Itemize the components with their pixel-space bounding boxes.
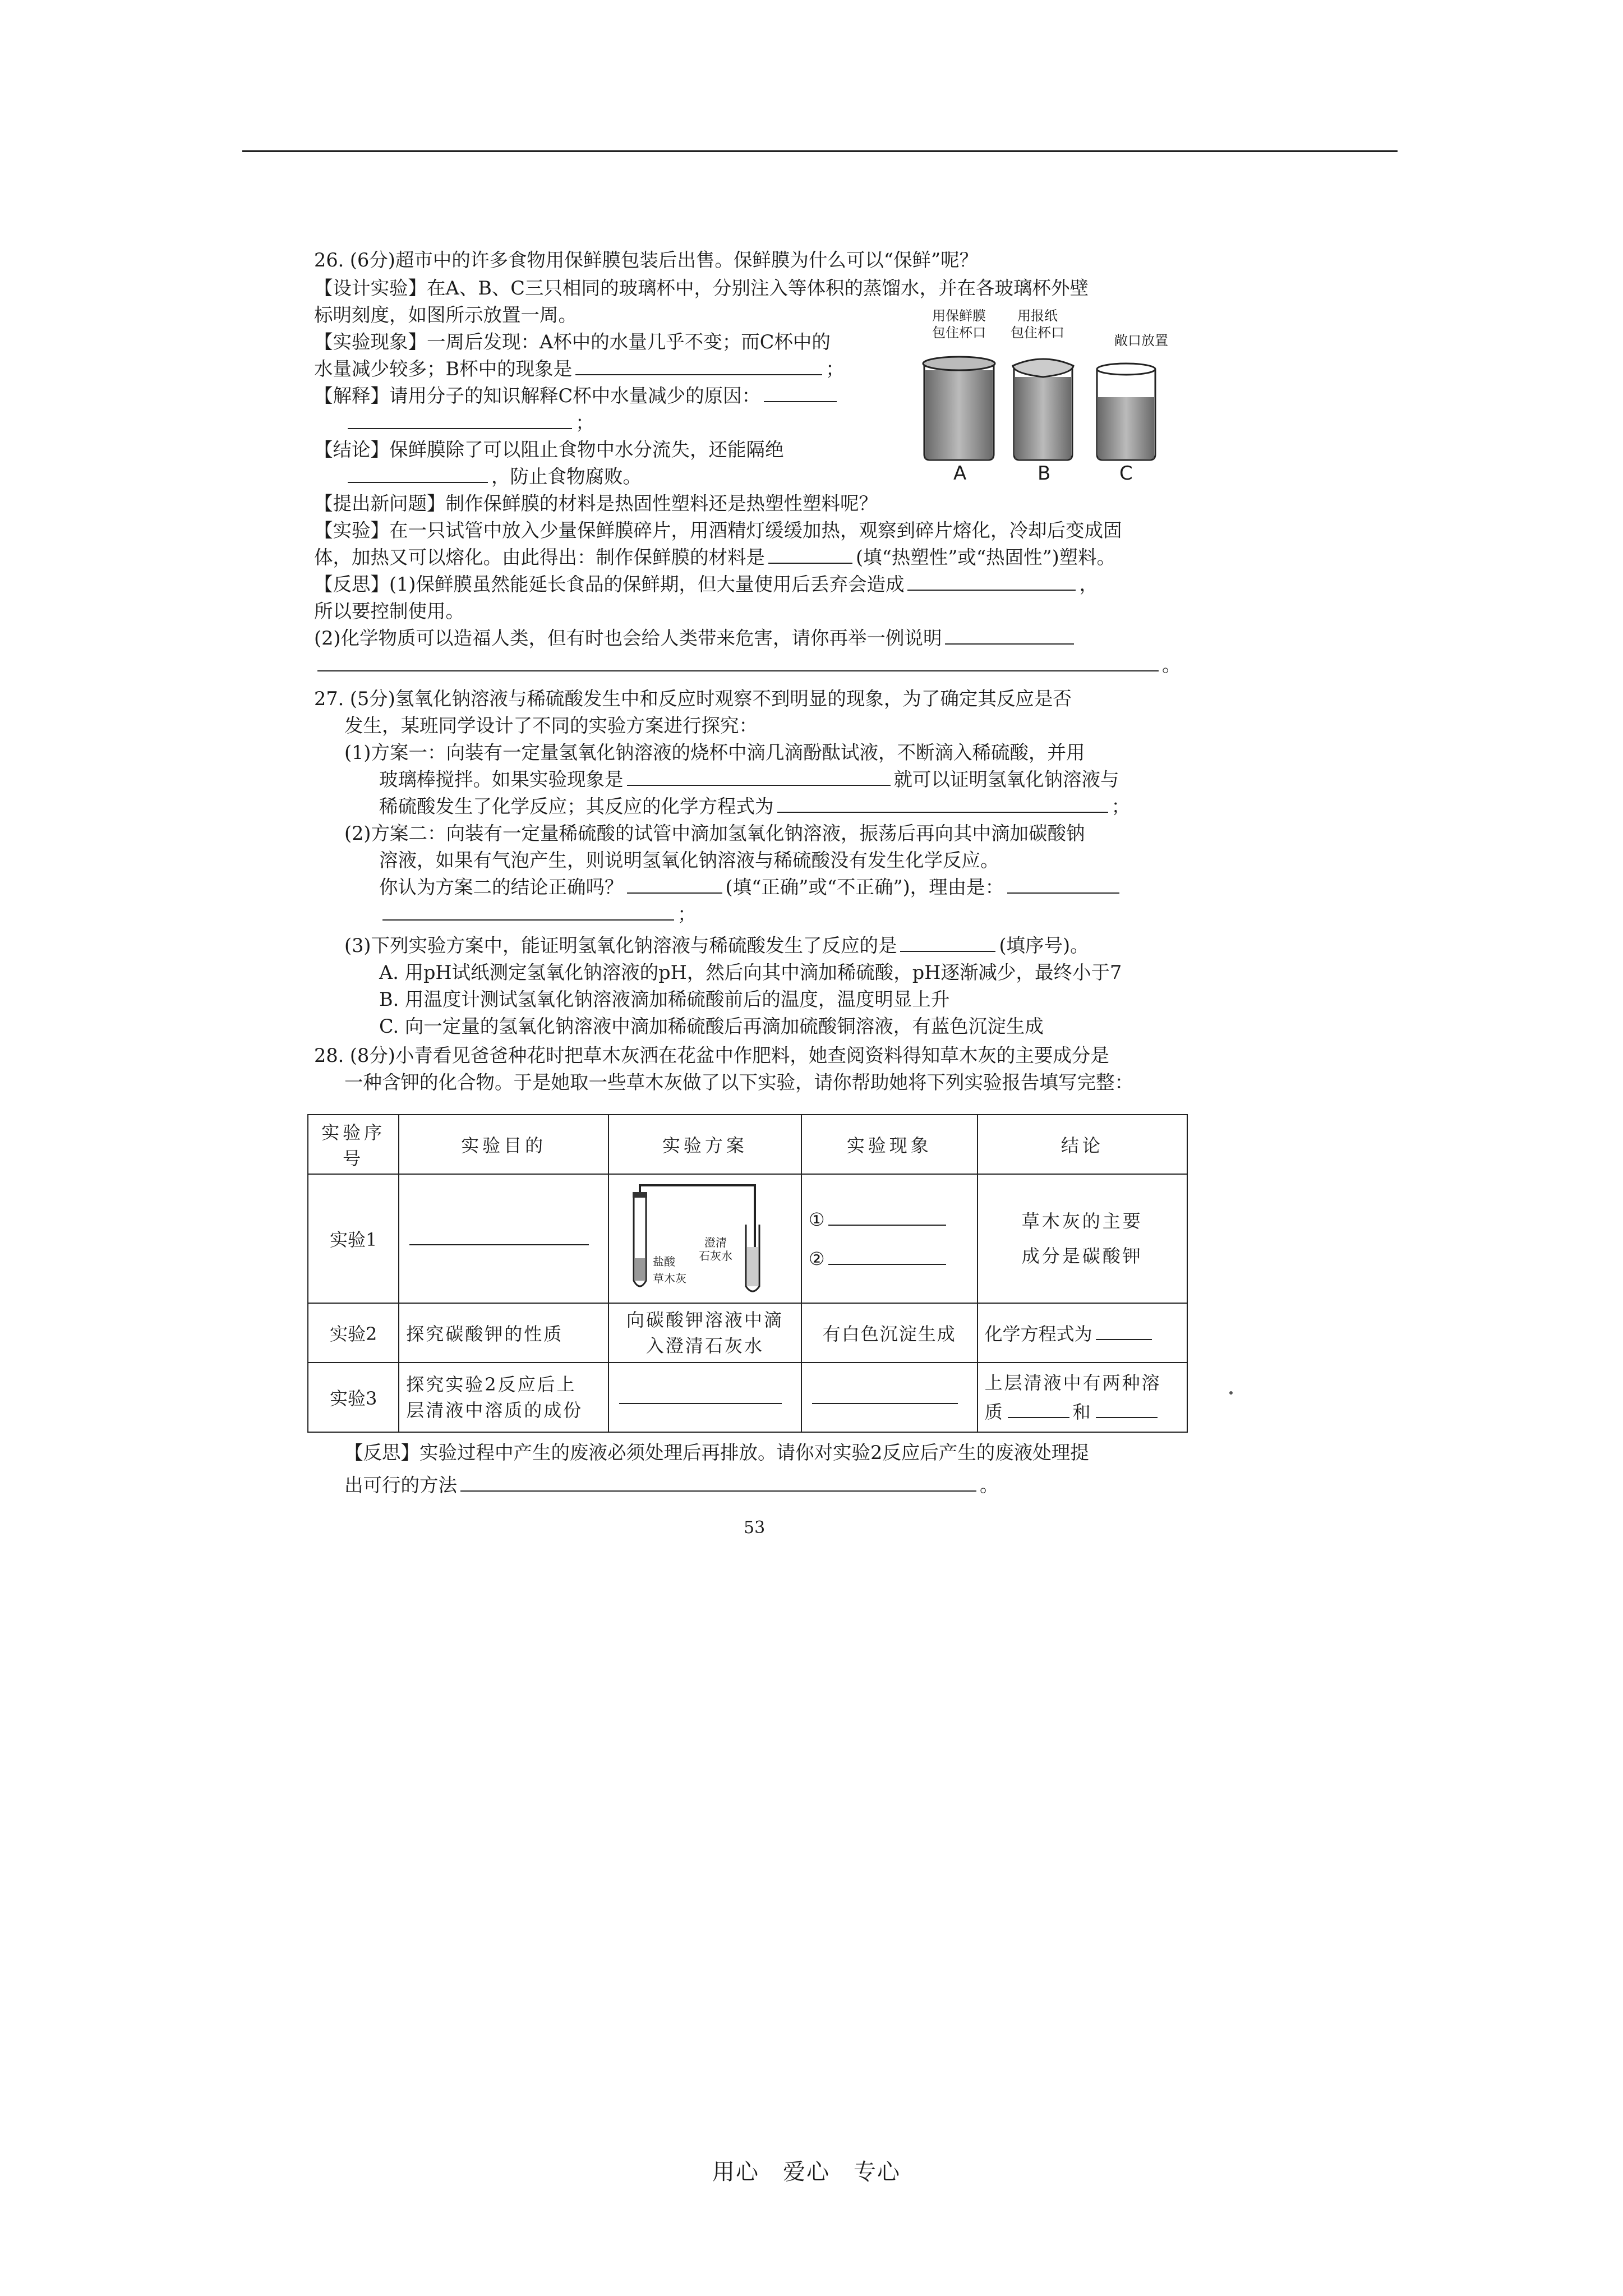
q26-reflect-line1 xyxy=(314,571,1189,598)
q26-pollution-blank[interactable] xyxy=(907,573,1076,591)
row3-solute-blank-1[interactable] xyxy=(1008,1400,1069,1418)
row3-concl-line2 xyxy=(985,1397,1180,1427)
q26-reflect-line2: 所以要控制使用。 xyxy=(314,600,464,622)
header-rule xyxy=(242,150,1398,152)
q26-explain-blank[interactable] xyxy=(764,384,837,402)
q28-reflect-line2 xyxy=(344,1472,1219,1499)
q26-design-line1: 【设计实验】在A、B、C三只相同的玻璃杯中，分别注入等体积的蒸馏水，并在各玻璃杯外壁 xyxy=(314,277,1089,299)
row2-concl-text: 化学方程式为 xyxy=(984,1323,1092,1345)
row1-phen-blank-2[interactable] xyxy=(828,1247,946,1265)
row1-phenomenon xyxy=(801,1174,978,1303)
q26-reflect4-end: 。 xyxy=(1162,654,1181,676)
q27-p1-text: 玻璃棒搅拌。如果实验现象是 xyxy=(379,769,624,790)
table-row xyxy=(308,1174,1187,1303)
row3-purpose: 探究实验2反应后上 层清液中溶质的成份 xyxy=(399,1363,608,1432)
q27-reason-blank[interactable] xyxy=(1007,876,1119,894)
q27-plan1-line3 xyxy=(379,793,1254,820)
acid-label: 盐酸 xyxy=(653,1255,676,1268)
row1-id: 实验1 xyxy=(308,1174,399,1303)
cup-c xyxy=(1097,364,1155,460)
row3-concl-zhi: 质 xyxy=(984,1401,1004,1423)
cups-drawing xyxy=(920,307,1189,487)
q28-reflect-text: 出可行的方法 xyxy=(344,1474,457,1496)
page-footer: 用心 爱心 专心 xyxy=(712,2159,901,2185)
row2-plan: 向碳酸钾溶液中滴 入澄清石灰水 xyxy=(608,1303,801,1363)
q27-p1-text2: 就可以证明氢氧化钠溶液与 xyxy=(893,769,1119,790)
q26-explain-blank2[interactable] xyxy=(348,411,572,429)
row3-concl-he: 和 xyxy=(1072,1401,1092,1423)
q27-plan1-line2 xyxy=(379,766,1254,793)
cup-c-label: 敞口放置 xyxy=(1114,333,1168,348)
q26-reflect-line3 xyxy=(314,625,1189,652)
row2-equation-blank[interactable] xyxy=(1096,1322,1152,1340)
cup-a-letter: A xyxy=(953,462,967,485)
q26-new-question: 【提出新问题】制作保鲜膜的材料是热固性塑料还是热塑性塑料呢？ xyxy=(314,493,878,514)
q27-plan3-line xyxy=(344,932,1219,959)
q26-b-cup-blank[interactable] xyxy=(575,357,822,375)
q27-p2-text2: (填“正确”或“不正确”)，理由是： xyxy=(725,876,1004,898)
row1-purpose xyxy=(399,1174,608,1303)
scan-speck xyxy=(1229,1391,1233,1395)
q26-example-blank[interactable] xyxy=(945,627,1074,645)
ash-label: 草木灰 xyxy=(653,1272,687,1285)
q27-option-c: C. 向一定量的氢氧化钠溶液中滴加稀硫酸后再滴加硫酸铜溶液，有蓝色沉淀生成 xyxy=(379,1015,1044,1037)
header-purpose: 实验目的 xyxy=(399,1115,608,1174)
apparatus-drawing xyxy=(616,1180,784,1297)
q27-title-line2: 发生，某班同学设计了不同的实验方案进行探究： xyxy=(344,715,758,737)
q28-title-line2: 一种含钾的化合物。于是她取一些草木灰做了以下实验，请你帮助她将下列实验报告填写完整： xyxy=(344,1071,1133,1093)
row2-phenomenon: 有白色沉淀生成 xyxy=(801,1303,978,1363)
q26-material-blank[interactable] xyxy=(768,546,852,564)
q26-phen-text: 水量减少较多；B杯中的现象是 xyxy=(314,358,573,380)
q27-p2-text: 你认为方案二的结论正确吗？ xyxy=(379,876,624,898)
q26-conclusion-line1: 【结论】保鲜膜除了可以阻止食物中水分流失，还能隔绝 xyxy=(314,439,784,461)
q27-p3-text: (3)下列实验方案中，能证明氢氧化钠溶液与稀硫酸发生了反应的是 xyxy=(344,935,897,956)
q27-phenomenon-blank[interactable] xyxy=(627,768,891,786)
row3-concl-line1: 上层清液中有两种溶 xyxy=(984,1372,1161,1393)
cup-b-letter: B xyxy=(1038,462,1051,485)
q27-choice-blank[interactable] xyxy=(900,934,995,952)
row3-solute-blank-2[interactable] xyxy=(1096,1400,1158,1418)
row3-plan-blank[interactable] xyxy=(619,1386,782,1404)
q26-example-blank2[interactable] xyxy=(317,654,1159,671)
q26-reflect-end: ， xyxy=(1079,573,1098,595)
row3-conclusion xyxy=(978,1363,1187,1432)
q26-reflect-text: 【反思】(1)保鲜膜虽然能延长食品的保鲜期，但大量使用后丢弃会造成 xyxy=(314,573,905,595)
row3-phenomenon xyxy=(801,1363,978,1432)
q26-experiment-line2 xyxy=(314,544,1189,571)
cup-b xyxy=(1013,359,1073,460)
q27-equation-blank[interactable] xyxy=(777,795,1108,813)
q26-phen-end: ； xyxy=(826,358,845,380)
table-row xyxy=(308,1363,1187,1432)
q27-plan2-line4 xyxy=(379,901,1254,928)
q27-p1-end: ； xyxy=(1111,795,1130,817)
row3-plan xyxy=(608,1363,801,1432)
q28-title-line1: 28. (8分)小青看见爸爸种花时把草木灰洒在花盆中作肥料，她查阅资料得知草木灰的主要成分是 xyxy=(314,1045,1109,1066)
cup-a-label-text: 用保鲜膜 包住杯口 xyxy=(932,308,986,341)
q26-exp-end: (填“热塑性”或“热固性”)塑料。 xyxy=(856,546,1116,568)
q26-reflect-line4 xyxy=(314,652,1189,679)
limewater-label: 澄清 石灰水 xyxy=(699,1236,733,1263)
cup-b-label-text: 用报纸 包住杯口 xyxy=(1011,308,1064,341)
q27-plan2-line3 xyxy=(379,874,1254,901)
q27-reason-blank2[interactable] xyxy=(382,903,674,921)
row2-id: 实验2 xyxy=(308,1303,399,1363)
q27-plan2-line2: 溶液，如果有气泡产生，则说明氢氧化钠溶液与稀硫酸没有发生化学反应。 xyxy=(379,849,999,871)
q27-p3-end: (填序号)。 xyxy=(999,935,1089,956)
row2-conclusion xyxy=(978,1303,1187,1363)
row2-purpose: 探究碳酸钾的性质 xyxy=(399,1303,608,1363)
q28-reflect-line1: 【反思】实验过程中产生的废液必须处理后再排放。请你对实验2反应后产生的废液处理提 xyxy=(344,1442,1089,1464)
q26-concl-end: ，防止食物腐败。 xyxy=(491,466,642,487)
cup-a xyxy=(923,357,995,460)
phen-marker-2: ② xyxy=(808,1248,825,1269)
q26-conclusion-blank[interactable] xyxy=(348,465,488,483)
row3-id: 实验3 xyxy=(308,1363,399,1432)
row1-plan xyxy=(608,1174,801,1303)
row1-phen-2 xyxy=(809,1247,970,1269)
three-cups-figure xyxy=(920,307,1189,487)
q27-plan2-line1: (2)方案二：向装有一定量稀硫酸的试管中滴加氢氧化钠溶液，振荡后再向其中滴加碳酸钠 xyxy=(344,822,1085,844)
q28-method-blank[interactable] xyxy=(460,1474,976,1492)
q27-option-b: B. 用温度计测试氢氧化钠溶液滴加稀硫酸前后的温度，温度明显上升 xyxy=(379,988,950,1010)
q26-explain-text: 【解释】请用分子的知识解释C杯中水量减少的原因： xyxy=(314,385,761,407)
table-header-row xyxy=(308,1115,1187,1174)
page-number: 53 xyxy=(744,1518,766,1538)
q27-option-a: A. 用pH试纸测定氢氧化钠溶液的pH，然后向其中滴加稀硫酸，pH逐渐减少，最终小于7 xyxy=(379,961,1122,983)
q26-reflect3-text: (2)化学物质可以造福人类，但有时也会给人类带来危害，请你再举一例说明 xyxy=(314,627,942,649)
row1-phen-1 xyxy=(809,1208,970,1230)
header-id: 实验序号 xyxy=(308,1115,399,1174)
q27-p2-end: ； xyxy=(677,903,697,925)
experiment-report-table xyxy=(307,1114,1188,1433)
row1-purpose-blank[interactable] xyxy=(409,1227,589,1245)
q28-reflect-end: 。 xyxy=(980,1474,999,1496)
header-conclusion: 结论 xyxy=(978,1115,1187,1174)
q27-p1-text3: 稀硫酸发生了化学反应；其反应的化学方程式为 xyxy=(379,795,774,817)
q26-explain-end: ； xyxy=(575,412,594,434)
q26-phenomenon-line1: 【实验现象】一周后发现：A杯中的水量几乎不变；而C杯中的 xyxy=(314,331,831,353)
row1-conclusion: 草木灰的主要 成分是碳酸钾 xyxy=(978,1174,1187,1303)
q27-plan1-line1: (1)方案一：向装有一定量氢氧化钠溶液的烧杯中滴几滴酚酞试液，不断滴入稀硫酸，并用 xyxy=(344,742,1085,763)
row1-phen-blank-1[interactable] xyxy=(828,1208,946,1226)
q26-design-line2: 标明刻度，如图所示放置一周。 xyxy=(314,304,577,326)
cup-c-letter: C xyxy=(1119,462,1133,485)
q26-experiment-line1: 【实验】在一只试管中放入少量保鲜膜碎片，用酒精灯缓缓加热，观察到碎片熔化，冷却后变成固 xyxy=(314,519,1122,541)
table-row xyxy=(308,1303,1187,1363)
q26-exp-text: 体，加热又可以熔化。由此得出：制作保鲜膜的材料是 xyxy=(314,546,765,568)
phen-marker-1: ① xyxy=(808,1209,825,1230)
row3-phen-blank[interactable] xyxy=(812,1386,958,1404)
header-plan: 实验方案 xyxy=(608,1115,801,1174)
q26-title: 26. (6分)超市中的许多食物用保鲜膜包装后出售。保鲜膜为什么可以“保鲜”呢？ xyxy=(314,249,979,271)
header-phenomenon: 实验现象 xyxy=(801,1115,978,1174)
q27-title-line1: 27. (5分)氢氧化钠溶液与稀硫酸发生中和反应时观察不到明显的现象，为了确定其反应是否 xyxy=(314,688,1072,710)
q27-correct-blank[interactable] xyxy=(627,876,722,894)
